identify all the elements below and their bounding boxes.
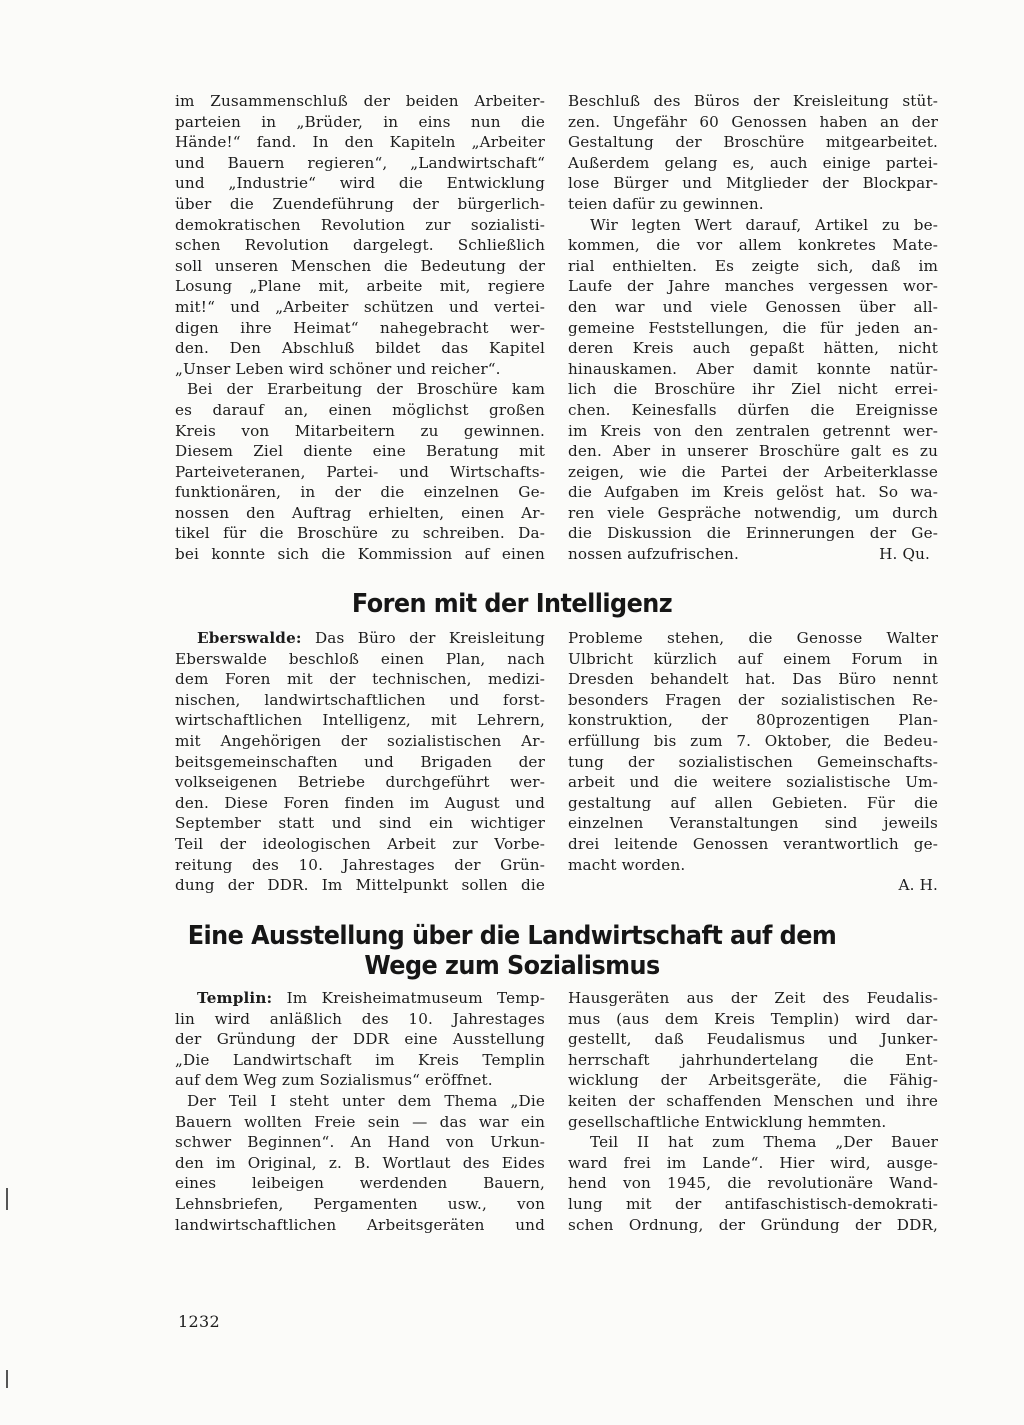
text-line: zen. Ungefähr 60 Genossen haben an der (568, 112, 938, 131)
text-line: lin wird anläßlich des 10. Jahrestages (175, 1009, 545, 1028)
text-line: gesellschaftliche Entwicklung hemmten. (568, 1112, 887, 1131)
text-line: den. Aber in unserer Broschüre galt es zu (568, 442, 938, 461)
text-line: erfüllung bis zum 7. Oktober, die Bedeu- (568, 731, 938, 750)
text-line: „Die Landwirtschaft im Kreis Templin (175, 1050, 545, 1069)
first-line-text: Im Kreisheimatmuseum Temp- (286, 989, 545, 1007)
text-line: zeigen, wie die Partei der Arbeiterklasse (568, 462, 938, 481)
ausstellung-left-column (175, 988, 545, 1235)
text-line: einzelnen Veranstaltungen sind jeweils (568, 814, 938, 833)
text-line: reitung des 10. Jahrestages der Grün- (175, 855, 545, 874)
text-line: den im Original, z. B. Wortlaut des Eides (175, 1153, 545, 1172)
text-line: tung der sozialistischen Gemeinschafts- (568, 752, 938, 771)
place-name: Templin: (197, 989, 273, 1007)
article-title-line-1: Eine Ausstellung über die Landwirtschaft auf dem (187, 921, 837, 951)
text-line: auf dem Weg zum Sozialismus“ eröffnet. (175, 1071, 493, 1090)
text-line: mus (aus dem Kreis Templin) wird dar- (568, 1009, 938, 1028)
paragraph-start-line: Teil II hat zum Thema „Der Bauer (590, 1133, 938, 1152)
text-line: den. Diese Foren finden im August und (175, 793, 545, 812)
text-line: gemeine Feststellungen, die für jeden an- (568, 318, 938, 337)
text-line: hinauskamen. Aber damit konnte natür- (568, 359, 938, 378)
text-line: kommen, die vor allem konkretes Mate- (568, 236, 938, 255)
text-line: gestellt, daß Feudalismus und Junker- (568, 1030, 938, 1049)
text-line: die Aufgaben im Kreis gelöst hat. So wa- (568, 483, 938, 502)
text-line: Bauern wollten Freie sein — das war ein (175, 1112, 545, 1131)
text-line: digen ihre Heimat“ nahegebracht wer- (175, 318, 545, 337)
paragraph-start-line: Wir legten Wert darauf, Artikel zu be- (590, 215, 938, 234)
article-title: Foren mit der Intelligenz (351, 589, 673, 619)
text-line: bei konnte sich die Kommission auf einen (175, 545, 545, 564)
closing-line (568, 544, 938, 565)
text-line: eines leibeigen werdenden Bauern, (175, 1174, 545, 1193)
text-line: wicklung der Arbeitsgeräte, die Fähig- (568, 1071, 938, 1090)
text-line: Laufe der Jahre manches vergessen wor- (568, 277, 938, 296)
place-name: Eberswalde: (197, 629, 302, 647)
text-line: nischen, landwirtschaftlichen und forst- (175, 690, 545, 709)
text-line: volkseigenen Betriebe durchgeführt wer- (175, 773, 545, 792)
text-line: deren Kreis auch gepaßt hätten, nicht (568, 339, 938, 358)
text-line: gestaltung auf allen Gebieten. Für die (568, 793, 938, 812)
text-line: Teil der ideologischen Arbeit zur Vorbe- (175, 834, 545, 853)
text-line: Parteiveteranen, Partei- und Wirtschafts- (175, 462, 545, 481)
text-line: landwirtschaftlichen Arbeitsgeräten und (175, 1215, 545, 1234)
text-line: mit Angehörigen der sozialistischen Ar- (175, 731, 545, 750)
text-line: dung der DDR. Im Mittelpunkt sollen die (175, 876, 545, 895)
text-line: konstruktion, der 80prozentigen Plan- (568, 711, 938, 730)
article-title-line-2: Wege zum Sozialismus (364, 951, 660, 981)
signature: A. H. (898, 876, 938, 895)
text-line: den war und viele Genossen über all- (568, 297, 938, 316)
text-line: funktionären, in der die einzelnen Ge- (175, 483, 545, 502)
text-line: und „Industrie“ wird die Entwicklung (175, 174, 545, 193)
signature: H. Qu. (879, 545, 930, 564)
text-line: macht worden. (568, 855, 686, 874)
text-line: teien dafür zu gewinnen. (568, 194, 764, 213)
text-line: es darauf an, einen möglichst großen (175, 400, 545, 419)
text-line: herrschaft jahrhundertelang die Ent- (568, 1050, 938, 1069)
text-line: September statt und sind ein wichtiger (175, 814, 545, 833)
text-line: Beschluß des Büros der Kreisleitung stüt- (568, 92, 938, 110)
text-line: tikel für die Broschüre zu schreiben. Da- (175, 524, 545, 543)
text-line: im Kreis von den zentralen getrennt wer- (568, 421, 938, 440)
text-line: rial enthielten. Es zeigte sich, daß im (568, 256, 938, 275)
text-line: Diesem Ziel diente eine Beratung mit (175, 442, 545, 461)
foren-left-column (175, 628, 545, 896)
text-line: Ulbricht kürzlich auf einem Forum in (568, 649, 938, 668)
text-line: demokratischen Revolution zur sozialisti- (175, 215, 545, 234)
text-line: Gestaltung der Broschüre mitgearbeitet. (568, 133, 938, 152)
text-line: schwer Beginnen“. An Hand von Urkun- (175, 1133, 545, 1152)
text-line: keiten der schaffenden Menschen und ihre (568, 1091, 938, 1110)
text-line: besonders Fragen der sozialistischen Re- (568, 690, 938, 709)
text-line: im Zusammenschluß der beiden Arbeiter- (175, 92, 545, 110)
text-line: die Diskussion die Erinnerungen der Ge- (568, 524, 938, 543)
text-line: lung mit der antifaschistisch-demokrati- (568, 1194, 938, 1213)
text-line: ward frei im Lande“. Hier wird, ausge- (568, 1153, 938, 1172)
text-line: und Bauern regieren“, „Landwirtschaft“ (175, 153, 545, 172)
text-line: „Unser Leben wird schöner und reicher“. (175, 359, 501, 378)
text-line: hend von 1945, die revolutionäre Wand- (568, 1174, 938, 1193)
page-number: 1232 (178, 1312, 220, 1331)
text-line: lich die Broschüre ihr Ziel nicht errei- (568, 380, 938, 399)
top-right-column (568, 91, 938, 565)
text-line: arbeit und die weitere sozialistische Um- (568, 773, 938, 792)
text-line: parteien in „Brüder, in eins nun die (175, 112, 545, 131)
text-line: wirtschaftlichen Intelligenz, mit Lehrern, (175, 711, 545, 730)
text-line: drei leitende Genossen verantwortlich ge- (568, 834, 938, 853)
first-line-text: Das Büro der Kreisleitung (314, 629, 545, 647)
text-line: schen Ordnung, der Gründung der DDR, (568, 1215, 938, 1234)
scan-mark (6, 1370, 8, 1388)
text-line: Kreis von Mitarbeitern zu gewinnen. (175, 421, 545, 440)
text-line: der Gründung der DDR eine Ausstellung (175, 1030, 545, 1049)
paragraph-start-line (175, 628, 545, 649)
text-line: mit!“ und „Arbeiter schützen und vertei- (175, 297, 545, 316)
text-line: lose Bürger und Mitglieder der Blockpar- (568, 174, 938, 193)
text-line: chen. Keinesfalls dürfen die Ereignisse (568, 400, 938, 419)
paragraph-start-line: Der Teil I steht unter dem Thema „Die (187, 1091, 545, 1110)
ausstellung-right-column (568, 988, 938, 1235)
text-line: Hausgeräten aus der Zeit des Feudalis- (568, 989, 938, 1007)
text-line: Losung „Plane mit, arbeite mit, regiere (175, 277, 545, 296)
text-line: Lehnsbriefen, Pergamenten usw., von (175, 1194, 545, 1213)
scan-mark (6, 1188, 8, 1210)
text-line: beitsgemeinschaften und Brigaden der (175, 752, 545, 771)
text-line: Eberswalde beschloß einen Plan, nach (175, 649, 545, 668)
text-line: ren viele Gespräche notwendig, um durch (568, 503, 938, 522)
closing-text: nossen aufzufrischen. (568, 545, 739, 564)
text-line: Probleme stehen, die Genosse Walter (568, 629, 938, 647)
text-line: Hände!“ fand. In den Kapiteln „Arbeiter (175, 133, 545, 152)
text-line: schen Revolution dargelegt. Schließlich (175, 236, 545, 255)
paragraph-start-line: Bei der Erarbeitung der Broschüre kam (187, 380, 545, 399)
text-line: dem Foren mit der technischen, medizi- (175, 670, 545, 689)
text-line: soll unseren Menschen die Bedeutung der (175, 256, 545, 275)
text-line: nossen den Auftrag erhielten, einen Ar- (175, 503, 545, 522)
paragraph-start-line (175, 988, 545, 1009)
text-line: Dresden behandelt hat. Das Büro nennt (568, 670, 938, 689)
text-line: den. Den Abschluß bildet das Kapitel (175, 339, 545, 358)
foren-right-column (568, 628, 938, 896)
text-line: über die Zuendeführung der bürgerlich- (175, 194, 545, 213)
top-left-column (175, 91, 545, 565)
text-line: Außerdem gelang es, auch einige partei- (568, 153, 938, 172)
